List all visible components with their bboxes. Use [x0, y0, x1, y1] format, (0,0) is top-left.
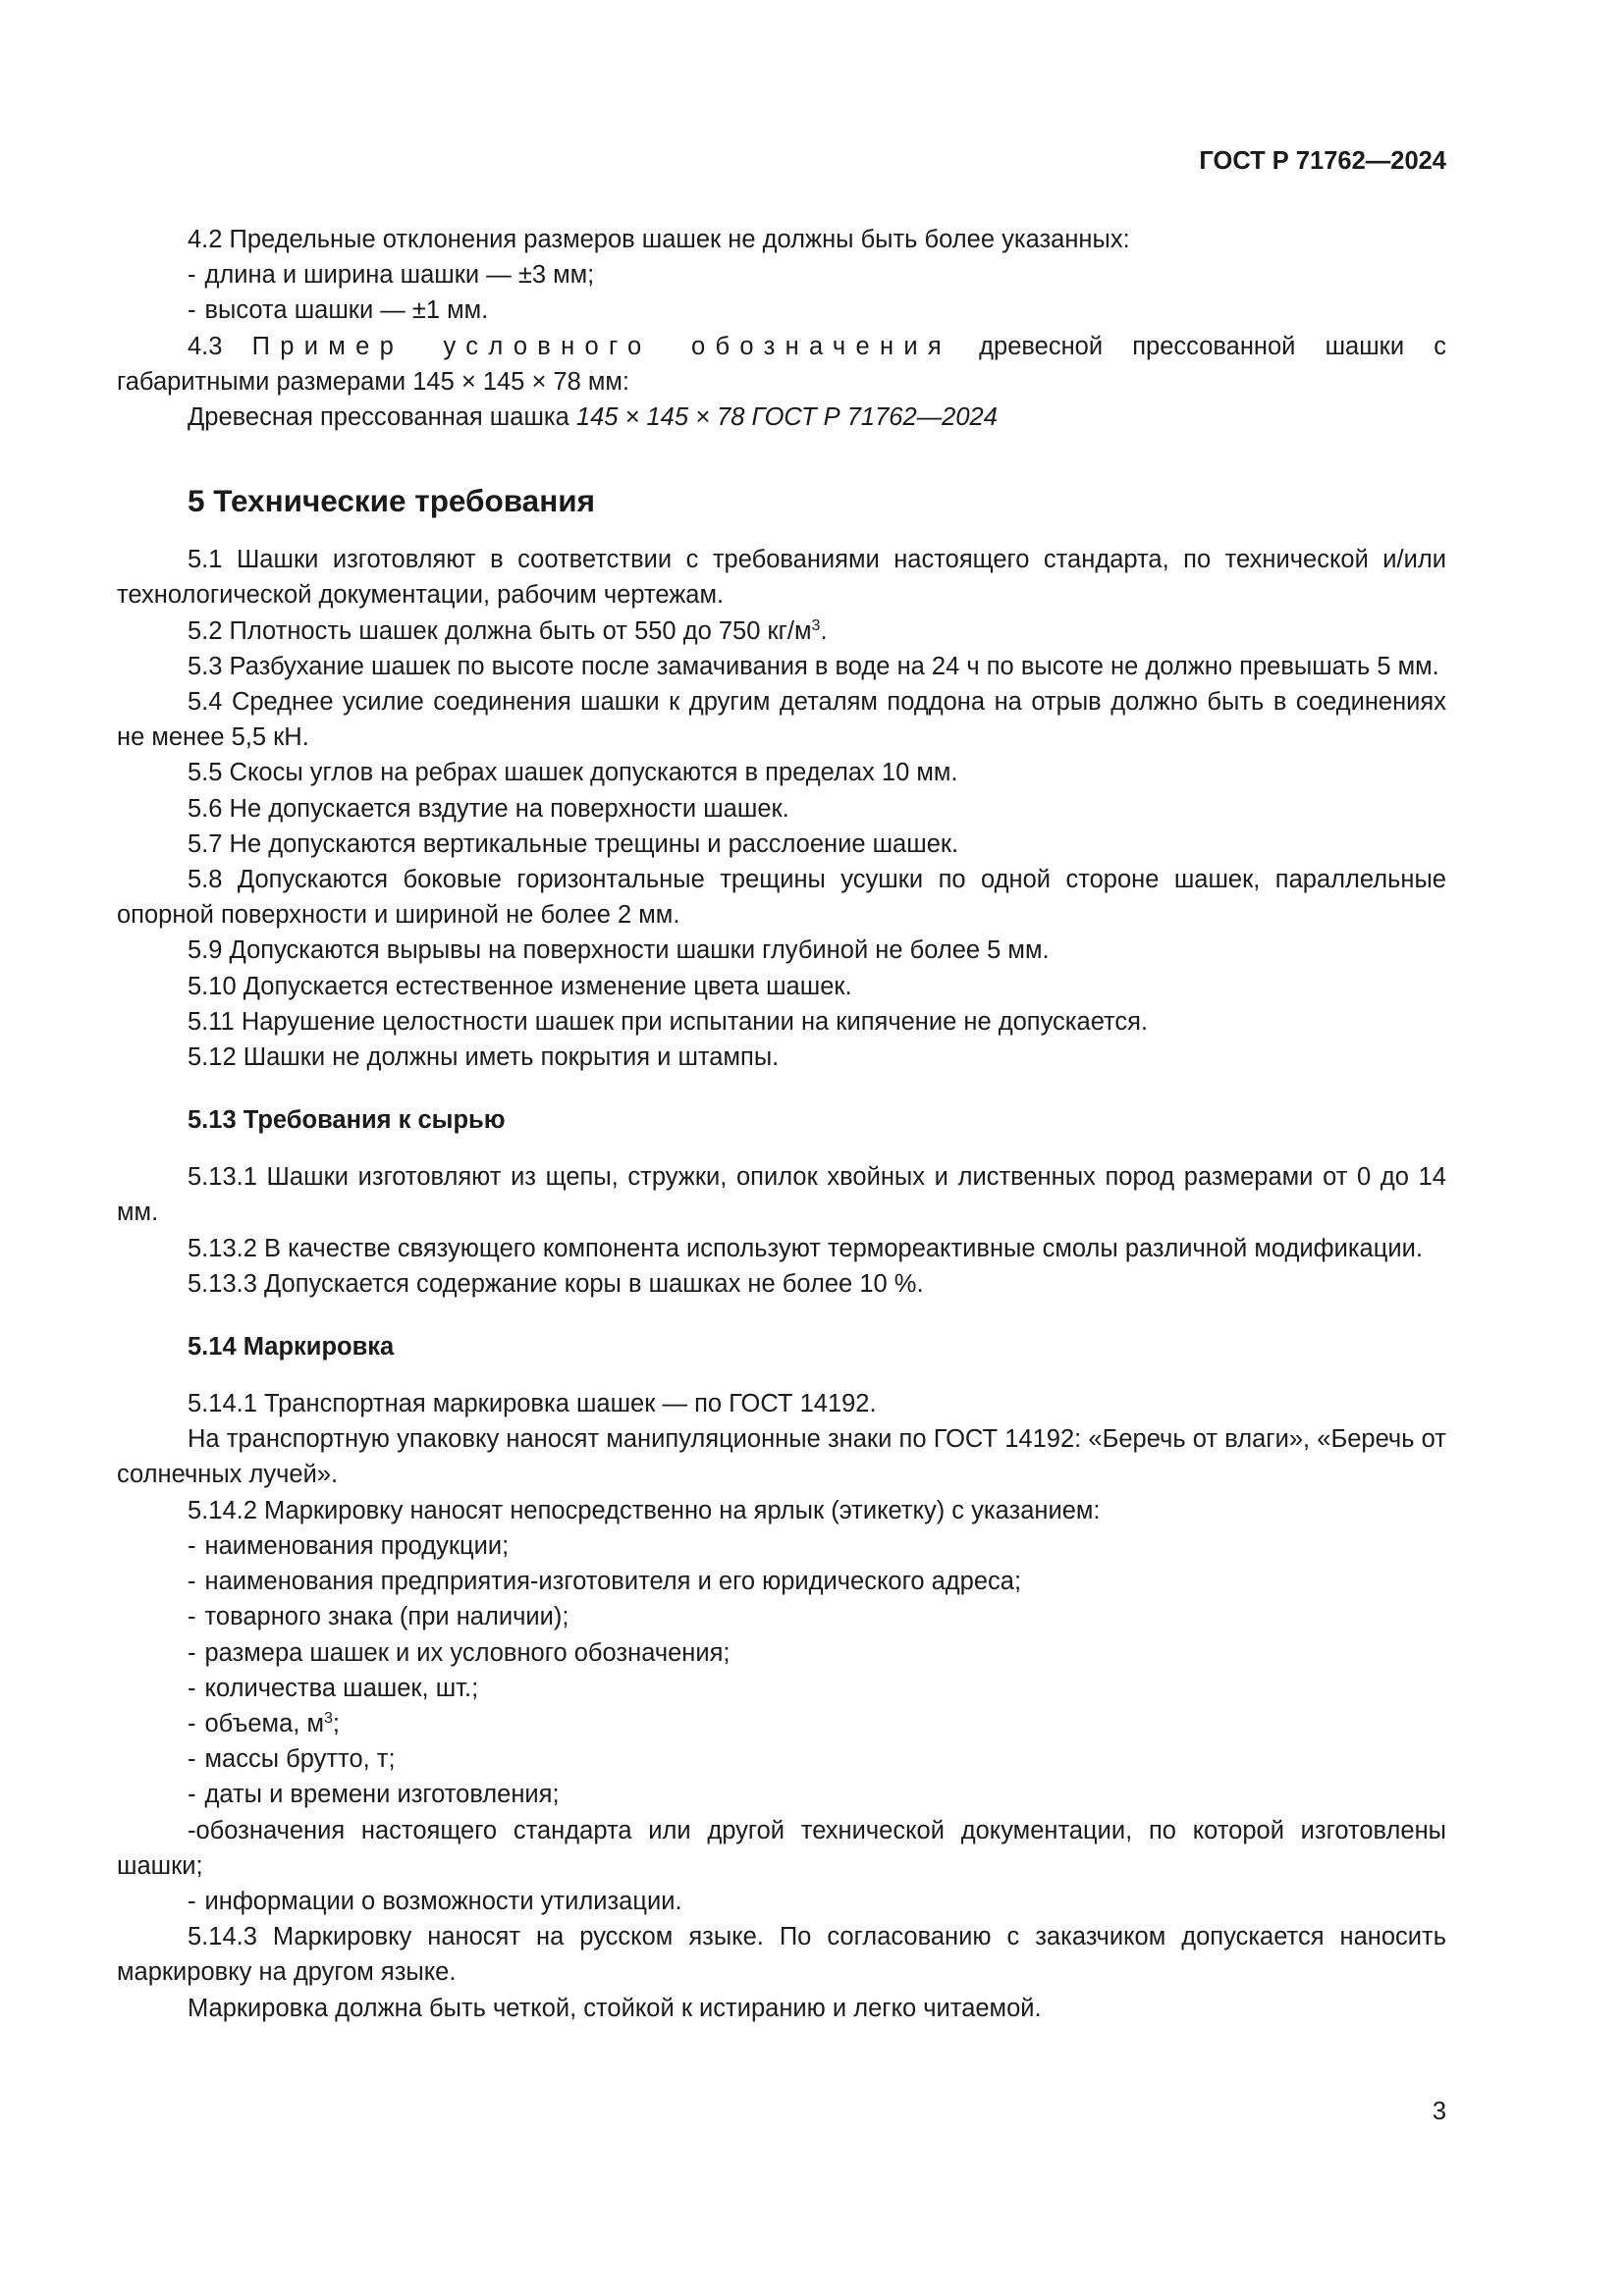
para-5-1: 5.1 Шашки изготовляют в соответствии с требованиями настоящего стандарта, по технической и/или технологической документации, рабочим чертежам. — [117, 546, 1446, 610]
para-number: 4.3 — [188, 332, 252, 360]
para-5-12: 5.12 Шашки не должны иметь покрытия и штампы. — [188, 1043, 780, 1072]
para-5-14-2: 5.14.2 Маркировку наносят непосредственно на ярлык (этикетку) с указанием: — [188, 1496, 1101, 1524]
list-item-text: высота шашки — ±1 мм. — [204, 296, 489, 325]
para-end: . — [820, 616, 828, 645]
list-item-text: товарного знака (при наличии); — [204, 1603, 569, 1631]
list-dash: - — [188, 1816, 196, 1844]
para-text: 5.2 Плотность шашек должна быть от 550 до 750 кг/м — [188, 616, 812, 645]
para-5-13-3: 5.13.3 Допускается содержание коры в шашках не более 10 %. — [188, 1269, 924, 1298]
subsection-5-13-title: 5.13 Требования к сырью — [188, 1106, 506, 1135]
list-dash: - — [188, 1638, 196, 1667]
subsection-5-14-title: 5.14 Маркировка — [188, 1333, 395, 1362]
list-item-text: количества шашек, шт.; — [204, 1674, 479, 1702]
list-dash: - — [188, 1603, 196, 1631]
example-designation: 145 × 145 × 78 ГОСТ Р 71762—2024 — [575, 403, 998, 432]
list-item-text: обозначения настоящего стандарта или другой технической документации, по которой изготовлены шашки; — [117, 1816, 1446, 1880]
designation-example — [117, 400, 1446, 435]
list-item — [117, 1777, 1446, 1812]
list-item — [117, 1706, 1446, 1741]
para-5-4: 5.4 Среднее усилие соединения шашки к другим деталям поддона на отрыв должно быть в соединениях не менее 5,5 кН. — [117, 688, 1446, 752]
list-dash: - — [188, 1781, 196, 1809]
para-5-13-2: 5.13.2 В качестве связующего компонента используют термореактивные смолы различной модификации. — [188, 1234, 1423, 1262]
para-5-10: 5.10 Допускается естественное изменение цвета шашек. — [188, 972, 852, 1000]
list-item — [117, 1741, 1446, 1777]
list-item-text: информации о возможности утилизации. — [204, 1887, 682, 1915]
superscript: 3 — [811, 616, 821, 634]
para-5-3: 5.3 Разбухание шашек по высоте после замачивания в воде на 24 ч по высоте не должно превышать 5 мм. — [188, 652, 1439, 680]
list-item — [117, 1671, 1446, 1706]
list-item-wrapped — [117, 1813, 1446, 1884]
spaced-term: Пример условного обозначения — [251, 332, 951, 360]
list-item — [117, 1564, 1446, 1599]
para-text: древесной прессованной шашки с габаритными размерами 145 × 145 × 78 мм: — [117, 332, 1446, 396]
para-5-14-3: 5.14.3 Маркировку наносят на русском языке. По согласованию с заказчиком допускается наносить маркировку на другом языке. — [117, 1923, 1446, 1987]
list-item — [117, 293, 1446, 328]
list-item-text: объема, м — [204, 1709, 324, 1737]
para-4-2: 4.2 Предельные отклонения размеров шашек не должны быть более указанных: — [188, 226, 1130, 253]
para-5-7: 5.7 Не допускаются вертикальные трещины и расслоение шашек. — [188, 829, 959, 858]
list-item — [117, 1528, 1446, 1564]
list-item-text: даты и времени изготовления; — [204, 1781, 560, 1809]
para-marking-quality: Маркировка должна быть четкой, стойкой к истиранию и легко читаемой. — [188, 1994, 1042, 2022]
para-5-6: 5.6 Не допускается вздутие на поверхности шашек. — [188, 794, 789, 823]
list-item — [117, 1599, 1446, 1634]
list-dash: - — [188, 261, 196, 290]
list-dash: - — [188, 1568, 196, 1596]
superscript: 3 — [323, 1709, 333, 1727]
list-item-text: наименования продукции; — [204, 1531, 510, 1560]
para-5-14-1: 5.14.1 Транспортная маркировка шашек — по ГОСТ 14192. — [188, 1390, 877, 1418]
list-item — [117, 1884, 1446, 1919]
page-number: 3 — [1432, 2098, 1446, 2125]
list-dash: - — [188, 296, 196, 325]
page-body — [117, 222, 1446, 2026]
para-5-13-1: 5.13.1 Шашки изготовляют из щепы, стружки, опилок хвойных и лиственных пород размерами от 0 до 14 мм. — [117, 1163, 1446, 1227]
list-item-text: длина и ширина шашки — ±3 мм; — [204, 261, 595, 290]
list-item — [117, 1635, 1446, 1671]
para-4-3 — [117, 329, 1446, 400]
list-dash: - — [188, 1745, 196, 1774]
list-dash: - — [188, 1887, 196, 1915]
para-5-11: 5.11 Нарушение целостности шашек при испытании на кипячение не допускается. — [188, 1007, 1149, 1036]
standard-designation: ГОСТ Р 71762—2024 — [1199, 147, 1446, 175]
list-dash: - — [188, 1674, 196, 1702]
para-5-8: 5.8 Допускаются боковые горизонтальные трещины усушки по одной стороне шашек, параллельные опорной поверхности и шириной не более 2 мм. — [117, 866, 1446, 930]
list-dash: - — [188, 1531, 196, 1560]
section-5-title: 5 Технические требования — [188, 483, 595, 519]
para-5-2 — [117, 614, 1446, 649]
list-dash: - — [188, 1709, 196, 1737]
list-item-end: ; — [332, 1709, 340, 1737]
example-text: Древесная прессованная шашка — [188, 403, 576, 432]
para-5-14-1-b: На транспортную упаковку наносят манипуляционные знаки по ГОСТ 14192: «Беречь от влаги», «Беречь от солнечных лучей». — [117, 1425, 1446, 1489]
list-item — [117, 257, 1446, 293]
para-5-5: 5.5 Скосы углов на ребрах шашек допускаются в пределах 10 мм. — [188, 759, 958, 787]
para-5-9: 5.9 Допускаются вырывы на поверхности шашки глубиной не более 5 мм. — [188, 936, 1050, 965]
list-item-text: размера шашек и их условного обозначения; — [204, 1638, 731, 1667]
list-item-text: массы брутто, т; — [204, 1745, 396, 1774]
list-item-text: наименования предприятия-изготовителя и его юридического адреса; — [204, 1568, 1022, 1596]
